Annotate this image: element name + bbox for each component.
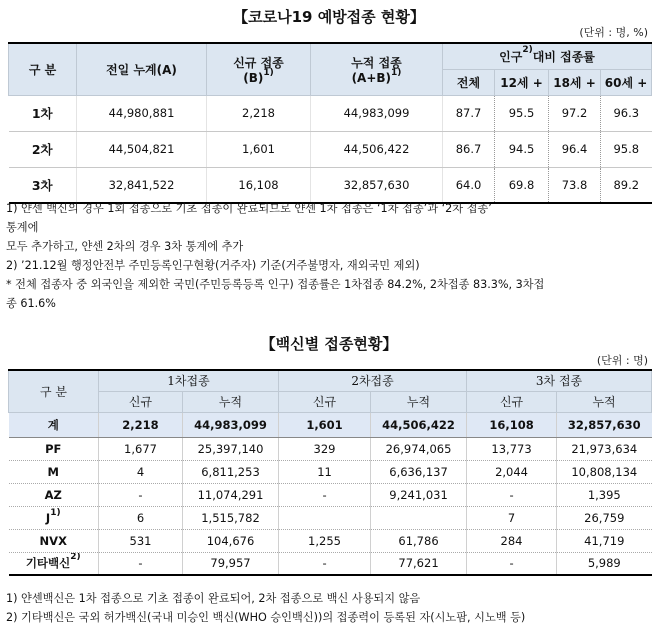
header-new — [207, 43, 311, 95]
cell-prev: 44,980,881 — [77, 95, 207, 131]
cell-value: 6,636,137 — [371, 460, 467, 483]
cell-value: 284 — [467, 529, 557, 552]
cell-value: 25,397,140 — [183, 437, 279, 460]
cell-new: 2,218 — [207, 95, 311, 131]
header-rate-group — [443, 43, 652, 69]
table-row — [9, 506, 652, 529]
footnote-line: 종 61.6% — [6, 297, 56, 310]
footnote-line: 모두 추가하고, 얀센 2차의 경우 3차 통계에 추가 — [6, 240, 244, 253]
footnotes-2 — [6, 589, 525, 627]
row-label: M — [9, 460, 99, 483]
row-label — [9, 506, 99, 529]
table-row — [9, 552, 652, 575]
cell-value: 11 — [279, 460, 371, 483]
header-rate-18plus: 18세 + — [549, 69, 601, 95]
vaccination-status-title: 【코로나19 예방접종 현황】 — [233, 8, 425, 26]
cell-value: 44,506,422 — [371, 412, 467, 437]
header-new-footnote: 1) — [263, 67, 274, 78]
row-label: 1차 — [9, 95, 77, 131]
cell-value: 44,983,099 — [183, 412, 279, 437]
cell-value: 329 — [279, 437, 371, 460]
header-dose2: 2차접종 — [279, 370, 467, 391]
row-label: 2차 — [9, 131, 77, 167]
cell-value: 104,676 — [183, 529, 279, 552]
cell-rate: 89.2 — [601, 167, 652, 203]
footnote-line: 통계에 — [6, 221, 39, 234]
header-category-2: 구 분 — [9, 370, 99, 412]
cell-value: 11,074,291 — [183, 483, 279, 506]
unit-label-1: (단위 : 명, %) — [579, 26, 648, 39]
header-cumulative: 누적 — [183, 391, 279, 412]
cell-cum: 44,983,099 — [311, 95, 443, 131]
vaccine-type-title: 【백신별 접종현황】 — [260, 335, 398, 353]
cell-value: - — [99, 483, 183, 506]
row-label — [9, 552, 99, 575]
header-new: 신규 — [99, 391, 183, 412]
cell-value — [279, 506, 371, 529]
header-cum-line2: (A+B) — [351, 70, 392, 85]
vaccine-type-table — [8, 369, 652, 576]
row-label: 계 — [9, 412, 99, 437]
cell-value: 26,759 — [557, 506, 652, 529]
header-rate-total: 전체 — [443, 69, 495, 95]
cell-value: 531 — [99, 529, 183, 552]
cell-value: 13,773 — [467, 437, 557, 460]
footnotes-1 — [6, 199, 544, 313]
cell-value: - — [467, 552, 557, 575]
header-rate-suffix: 대비 접종률 — [532, 49, 595, 64]
cell-rate: 86.7 — [443, 131, 495, 167]
row-label-footnote: 1) — [50, 507, 61, 518]
cell-value: 32,857,630 — [557, 412, 652, 437]
cell-cum: 44,506,422 — [311, 131, 443, 167]
cell-value: 2,044 — [467, 460, 557, 483]
header-rate-12plus: 12세 + — [495, 69, 549, 95]
table-row — [9, 131, 652, 167]
cell-value: 6 — [99, 506, 183, 529]
cell-rate: 95.5 — [495, 95, 549, 131]
cell-value: 21,973,634 — [557, 437, 652, 460]
header-new-line2: (B) — [243, 70, 264, 85]
cell-value: - — [279, 483, 371, 506]
row-label-footnote: 2) — [70, 552, 81, 563]
footnote-line: 1) 얀센 백신의 경우 1회 접종으로 기초 접종이 완료되므로 얀센 1차 접종은 ‘1차 접종’과 ‘2차 접종’ — [6, 202, 492, 215]
header-cumulative: 누적 — [371, 391, 467, 412]
table-row — [9, 167, 652, 203]
cell-value: 26,974,065 — [371, 437, 467, 460]
cell-value: 16,108 — [467, 412, 557, 437]
cell-value: 1,677 — [99, 437, 183, 460]
table-row — [9, 460, 652, 483]
row-label-text: J — [45, 510, 51, 525]
footnote-line: * 전체 접종자 중 외국인을 제외한 국민(주민등록등록 인구) 접종률은 1차접종 84.2%, 2차접종 83.3%, 3차접 — [6, 278, 545, 291]
cell-value: 77,621 — [371, 552, 467, 575]
cell-value: 1,395 — [557, 483, 652, 506]
cell-rate: 94.5 — [495, 131, 549, 167]
footnote-line: 2) 기타백신은 국외 허가백신(국내 미승인 백신(WHO 승인백신))의 접종력이 등록된 자(시노팜, 시노백 등) — [6, 611, 526, 624]
cell-cum: 32,857,630 — [311, 167, 443, 203]
header-cum-footnote: 1) — [391, 67, 402, 78]
footnote-line: 1) 얀센백신은 1차 접종으로 기초 접종이 완료되어, 2차 접종으로 백신 사용되지 않음 — [6, 592, 421, 605]
cell-prev: 32,841,522 — [77, 167, 207, 203]
row-label: AZ — [9, 483, 99, 506]
header-cumulative: 누적 — [557, 391, 652, 412]
cell-rate: 95.8 — [601, 131, 652, 167]
row-label: 3차 — [9, 167, 77, 203]
cell-rate: 96.3 — [601, 95, 652, 131]
header-new: 신규 — [467, 391, 557, 412]
cell-new: 16,108 — [207, 167, 311, 203]
footnote-line: 2) ’21.12월 행정안전부 주민등록인구현황(거주자) 기준(거주불명자, 재외국민 제외) — [6, 259, 420, 272]
cell-value: - — [99, 552, 183, 575]
cell-value: 6,811,253 — [183, 460, 279, 483]
cell-value: 1,515,782 — [183, 506, 279, 529]
cell-rate: 87.7 — [443, 95, 495, 131]
cell-value: - — [467, 483, 557, 506]
header-cum-line1: 누적 접종 — [351, 55, 402, 70]
cell-rate: 96.4 — [549, 131, 601, 167]
table-row — [9, 95, 652, 131]
cell-value: 9,241,031 — [371, 483, 467, 506]
header-new-line1: 신규 접종 — [233, 55, 284, 70]
table-row — [9, 483, 652, 506]
cell-value — [371, 506, 467, 529]
header-rate-footnote: 2) — [522, 44, 533, 55]
cell-value: - — [279, 552, 371, 575]
cell-value: 1,601 — [279, 412, 371, 437]
table-row — [9, 437, 652, 460]
cell-value: 5,989 — [557, 552, 652, 575]
cell-rate: 97.2 — [549, 95, 601, 131]
header-cumulative — [311, 43, 443, 95]
cell-rate: 69.8 — [495, 167, 549, 203]
cell-value: 2,218 — [99, 412, 183, 437]
header-rate-prefix: 인구 — [499, 49, 523, 64]
cell-value: 7 — [467, 506, 557, 529]
cell-value: 41,719 — [557, 529, 652, 552]
vaccination-status-table — [8, 42, 652, 204]
cell-rate: 73.8 — [549, 167, 601, 203]
header-new: 신규 — [279, 391, 371, 412]
cell-value: 61,786 — [371, 529, 467, 552]
header-dose3: 3차 접종 — [467, 370, 652, 391]
header-rate-60plus: 60세 + — [601, 69, 652, 95]
row-label: NVX — [9, 529, 99, 552]
cell-new: 1,601 — [207, 131, 311, 167]
cell-value: 10,808,134 — [557, 460, 652, 483]
row-label-text: 기타백신 — [25, 556, 71, 571]
cell-rate: 64.0 — [443, 167, 495, 203]
header-prev-total: 전일 누계(A) — [77, 43, 207, 95]
cell-prev: 44,504,821 — [77, 131, 207, 167]
header-dose1: 1차접종 — [99, 370, 279, 391]
table-row — [9, 529, 652, 552]
cell-value: 1,255 — [279, 529, 371, 552]
row-label: PF — [9, 437, 99, 460]
unit-label-2: (단위 : 명) — [596, 354, 648, 367]
header-category: 구 분 — [9, 43, 77, 95]
cell-value: 4 — [99, 460, 183, 483]
cell-value: 79,957 — [183, 552, 279, 575]
table-row-total — [9, 412, 652, 437]
